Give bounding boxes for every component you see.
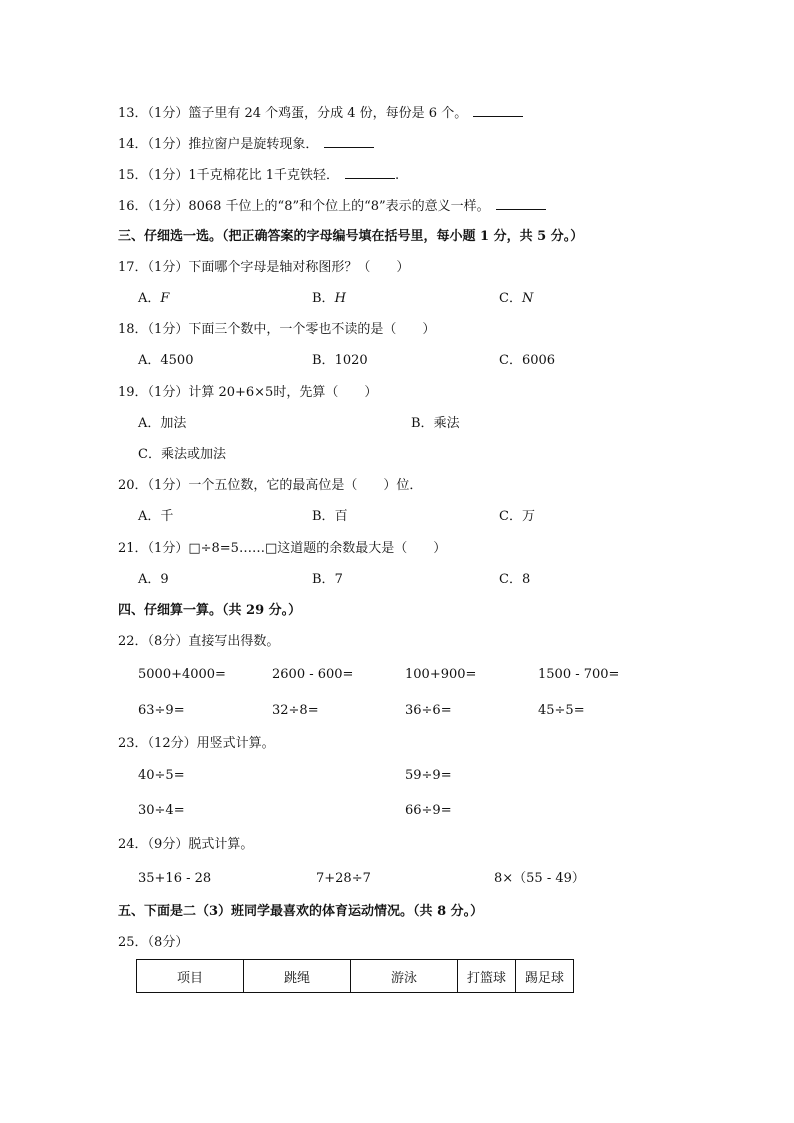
table-header-cell: 项目 bbox=[137, 960, 244, 993]
vertical-calc-item: 59÷9= bbox=[405, 768, 452, 783]
question-20: 20．（1分）一个五位数，它的最高位是（ ）位． bbox=[118, 478, 423, 493]
option-b[interactable]: B．1020 bbox=[312, 353, 368, 368]
question-14: 14．（1分）推拉窗户是旋转现象． bbox=[118, 135, 374, 154]
section-4-heading: 四、仔细算一算。（共 29 分。） bbox=[118, 603, 302, 618]
oral-calc-item: 100+900= bbox=[405, 667, 477, 682]
section-5-heading: 五、下面是二（3）班同学最喜欢的体育运动情况。（共 8 分。） bbox=[118, 904, 484, 919]
option-c[interactable]: C．6006 bbox=[499, 353, 556, 368]
option-b[interactable]: B．7 bbox=[312, 572, 343, 587]
option-c[interactable]: C．乘法或加法 bbox=[138, 447, 226, 462]
oral-calc-item: 1500 - 700= bbox=[538, 667, 620, 682]
question-22: 22．（8分）直接写出得数。 bbox=[118, 634, 280, 649]
stepwise-calc-item: 7+28÷7 bbox=[316, 871, 371, 886]
option-a[interactable]: A．加法 bbox=[138, 416, 187, 431]
table-row bbox=[137, 960, 574, 993]
vertical-calc-item: 40÷5= bbox=[138, 768, 185, 783]
question-21: 21．（1分）□÷8=5……□这道题的余数最大是（ ） bbox=[118, 541, 447, 556]
question-15: 15．（1分）1千克棉花比 1千克铁轻． . bbox=[118, 168, 400, 183]
question-24: 24．（9分）脱式计算。 bbox=[118, 837, 254, 852]
answer-blank[interactable] bbox=[324, 135, 374, 148]
answer-blank[interactable] bbox=[496, 197, 546, 210]
question-17: 17．（1分）下面哪个字母是轴对称图形？（ ） bbox=[118, 260, 410, 275]
option-c[interactable]: C．8 bbox=[499, 572, 531, 587]
question-25: 25．（8分） bbox=[118, 935, 189, 950]
oral-calc-item: 63÷9= bbox=[138, 703, 185, 718]
option-a[interactable]: A．4500 bbox=[138, 353, 194, 368]
question-19: 19．（1分）计算 20+6×5时，先算（ ） bbox=[118, 385, 378, 400]
option-c[interactable]: C．N bbox=[499, 291, 534, 306]
oral-calc-item: 32÷8= bbox=[272, 703, 319, 718]
stepwise-calc-item: 8×（55 - 49） bbox=[494, 871, 585, 886]
stepwise-calc-item: 35+16 - 28 bbox=[138, 871, 212, 886]
question-13: 13．（1分）篮子里有 24 个鸡蛋，分成 4 份，每份是 6 个。 bbox=[118, 104, 523, 123]
section-3-heading: 三、仔细选一选。（把正确答案的字母编号填在括号里，每小题 1 分，共 5 分。） bbox=[118, 229, 584, 244]
table-header-cell: 跳绳 bbox=[244, 960, 351, 993]
vertical-calc-item: 66÷9= bbox=[405, 803, 452, 818]
question-18: 18．（1分）下面三个数中，一个零也不读的是（ ） bbox=[118, 322, 436, 337]
table-header-cell: 打篮球 bbox=[458, 960, 516, 993]
oral-calc-item: 2600 - 600= bbox=[272, 667, 354, 682]
oral-calc-item: 45÷5= bbox=[538, 703, 585, 718]
oral-calc-item: 5000+4000= bbox=[138, 667, 226, 682]
option-a[interactable]: A．F bbox=[138, 291, 170, 306]
vertical-calc-item: 30÷4= bbox=[138, 803, 185, 818]
answer-blank[interactable] bbox=[345, 166, 395, 179]
option-b[interactable]: B．乘法 bbox=[411, 416, 460, 431]
option-b[interactable]: B．H bbox=[312, 291, 346, 306]
question-23: 23．（12分）用竖式计算。 bbox=[118, 736, 275, 751]
oral-calc-item: 36÷6= bbox=[405, 703, 452, 718]
question-16: 16．（1分）8068 千位上的“8”和个位上的“8”表示的意义一样。 bbox=[118, 197, 546, 216]
table-header-cell: 游泳 bbox=[351, 960, 458, 993]
option-a[interactable]: A．千 bbox=[138, 509, 174, 524]
answer-blank[interactable] bbox=[473, 104, 523, 117]
option-c[interactable]: C．万 bbox=[499, 509, 535, 524]
option-b[interactable]: B．百 bbox=[312, 509, 348, 524]
sports-table bbox=[136, 959, 574, 993]
option-a[interactable]: A．9 bbox=[138, 572, 169, 587]
table-header-cell: 踢足球 bbox=[516, 960, 574, 993]
